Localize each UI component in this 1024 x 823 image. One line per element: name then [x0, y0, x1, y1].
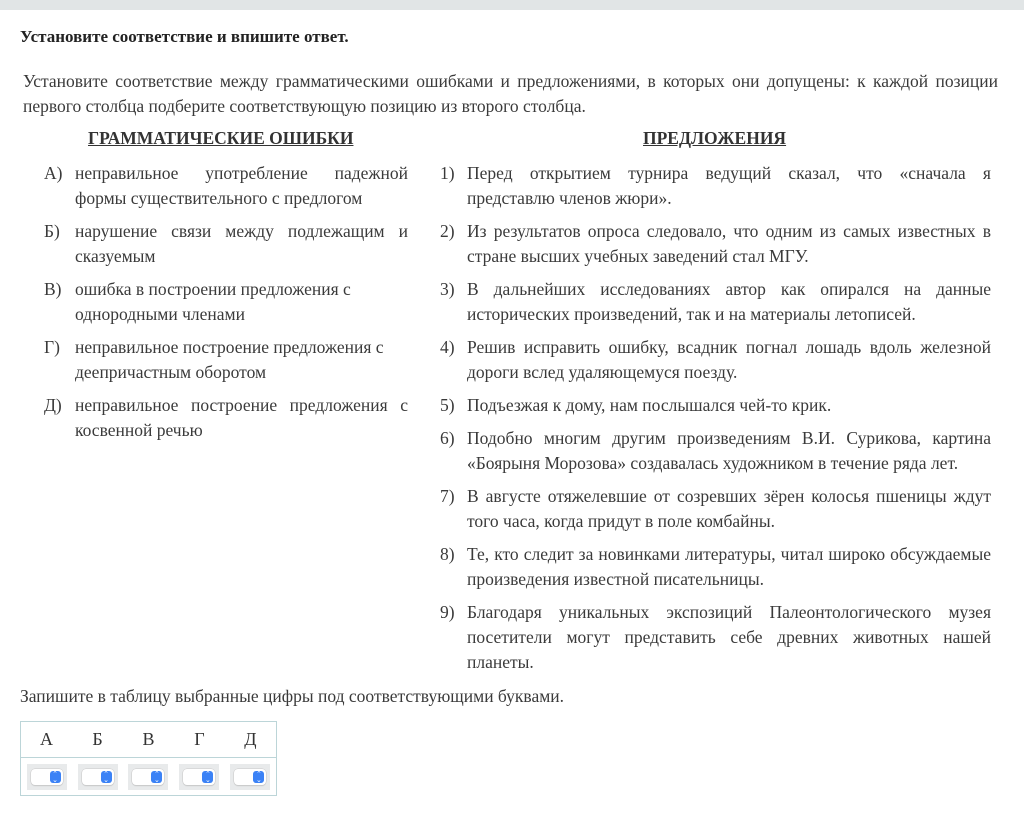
select-cell: [230, 764, 270, 790]
item-text: Решив исправить ошибку, всадник погнал лошадь вдоль железной дороги вслед удаляющемуся поезду.: [467, 337, 991, 382]
sentence-item: [440, 426, 991, 476]
answer-select-a[interactable]: [31, 769, 63, 785]
sentence-item: [440, 161, 991, 211]
select-cell: [27, 764, 67, 790]
letter-header: В: [123, 722, 174, 758]
answer-select-b[interactable]: [82, 769, 114, 785]
error-item: [44, 277, 408, 327]
item-text: неправильное построение предложения с деепричастным оборотом: [75, 337, 384, 382]
sentence-item: [440, 393, 991, 418]
select-cell: [179, 764, 219, 790]
item-number: 7): [440, 486, 455, 506]
error-item: [44, 393, 408, 443]
updown-chevron-icon: ⌃ ⌄: [253, 771, 264, 783]
item-number: 6): [440, 428, 455, 448]
item-number: 9): [440, 602, 455, 622]
item-text: Подобно многим другим произведениям В.И. Сурикова, картина «Боярыня Морозова» создавалась художником в течение ряда лет.: [467, 428, 991, 473]
item-text: ошибка в построении предложения с однородными членами: [75, 279, 351, 324]
item-number: 3): [440, 279, 455, 299]
item-letter: В): [44, 279, 62, 299]
item-text: В августе отяжелевшие от созревших зёрен колосья пшеницы ждут того часа, когда придут в поле комбайны.: [467, 486, 991, 531]
item-number: 8): [440, 544, 455, 564]
item-text: Из результатов опроса следовало, что одним из самых известных в стране высших учебных заведений стал МГУ.: [467, 221, 991, 266]
item-number: 4): [440, 337, 455, 357]
task-title: Установите соответствие и впишите ответ.: [20, 27, 349, 46]
letter-header: Д: [225, 722, 277, 758]
answer-select-v[interactable]: [132, 769, 164, 785]
answer-select-d[interactable]: [234, 769, 266, 785]
errors-column-heading: ГРАММАТИЧЕСКИЕ ОШИБКИ: [88, 128, 354, 148]
updown-chevron-icon: ⌃ ⌄: [50, 771, 61, 783]
item-number: 2): [440, 221, 455, 241]
letter-header: Б: [72, 722, 123, 758]
answer-table-header-row: [21, 722, 277, 758]
sentence-item: [440, 219, 991, 269]
answer-instruction: Запишите в таблицу выбранные цифры под соответствующими буквами.: [20, 686, 565, 706]
letter-header: А: [21, 722, 73, 758]
updown-chevron-icon: ⌃ ⌄: [151, 771, 162, 783]
item-letter: Б): [44, 221, 60, 241]
item-number: 1): [440, 163, 455, 183]
errors-list: [44, 161, 408, 451]
sentence-item: [440, 484, 991, 534]
item-text: Те, кто следит за новинками литературы, читал широко обсуждаемые произведения известной писательницы.: [467, 544, 991, 589]
select-cell: [128, 764, 168, 790]
item-text: Благодаря уникальных экспозиций Палеонтологического музея посетители могут представить себе древних животных нашей планеты.: [467, 602, 991, 672]
item-text: неправильное употребление падежной формы существительного с предлогом: [75, 163, 408, 208]
error-item: [44, 219, 408, 269]
answer-select-g[interactable]: [183, 769, 215, 785]
letter-header: Г: [174, 722, 225, 758]
error-item: [44, 161, 408, 211]
answer-table-select-row: [21, 758, 277, 796]
item-letter: Д): [44, 395, 62, 415]
item-text: Подъезжая к дому, нам послышался чей-то крик.: [467, 395, 832, 415]
item-text: нарушение связи между подлежащим и сказуемым: [75, 221, 408, 266]
sentence-item: [440, 335, 991, 385]
updown-chevron-icon: ⌃ ⌄: [101, 771, 112, 783]
item-text: Перед открытием турнира ведущий сказал, что «сначала я представлю членов жюри».: [467, 163, 991, 208]
sentence-item: [440, 542, 991, 592]
task-instructions: Установите соответствие между грамматическими ошибками и предложениями, в которых они допущены: к каждой позиции первого столбца подберите соответствующую позицию из второго столбца.: [23, 71, 998, 116]
sentences-column-heading: ПРЕДЛОЖЕНИЯ: [643, 128, 787, 148]
sentences-list: [440, 161, 991, 683]
item-text: неправильное построение предложения с косвенной речью: [75, 395, 408, 440]
answer-table: [20, 721, 277, 796]
sentence-item: [440, 600, 991, 675]
item-letter: А): [44, 163, 63, 183]
error-item: [44, 335, 408, 385]
updown-chevron-icon: ⌃ ⌄: [202, 771, 213, 783]
item-text: В дальнейших исследованиях автор как опирался на данные исторических произведений, так и на материалы летописей.: [467, 279, 991, 324]
top-bar: [0, 0, 1024, 10]
item-letter: Г): [44, 337, 60, 357]
sentence-item: [440, 277, 991, 327]
item-number: 5): [440, 395, 455, 415]
select-cell: [78, 764, 118, 790]
